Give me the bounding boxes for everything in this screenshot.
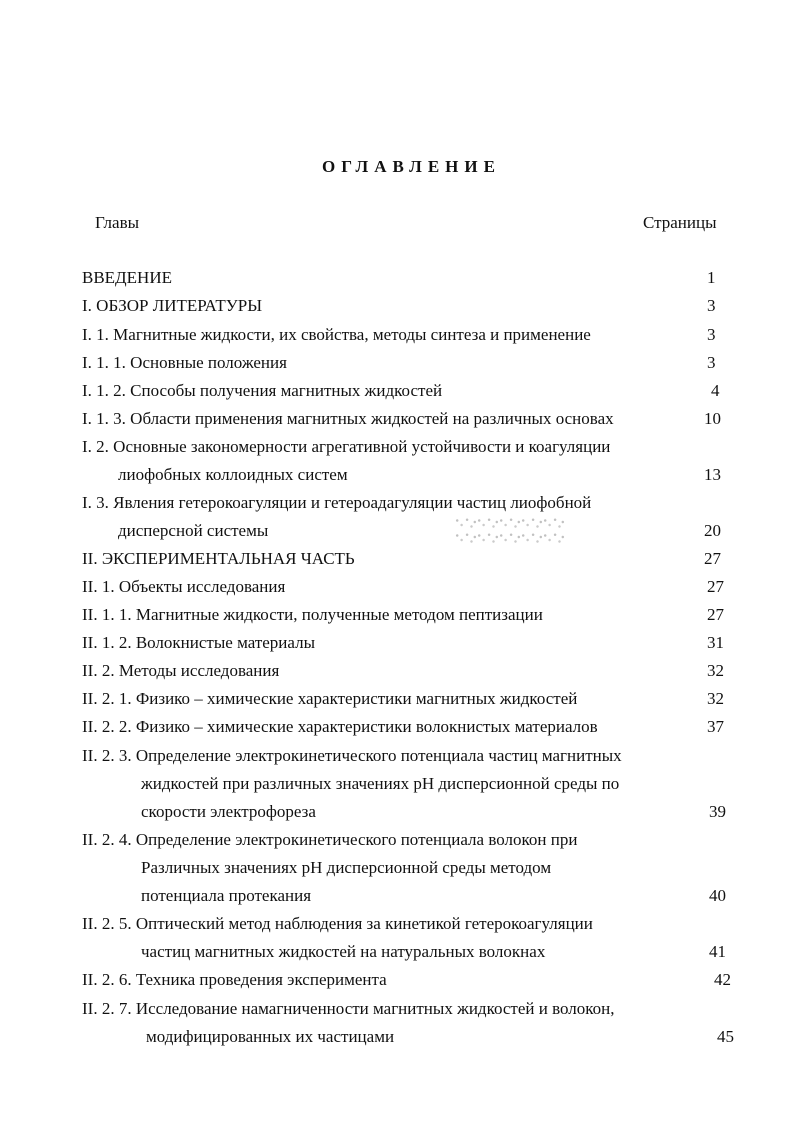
toc-entry-continuation: жидкостей при различных значениях pH дисперсионной среды по <box>141 774 620 793</box>
toc-page-number: 4 <box>711 381 720 400</box>
toc-page-number: 31 <box>707 633 724 652</box>
toc-page-number: 42 <box>714 970 731 989</box>
page-title: ОГЛАВЛЕНИЕ <box>322 157 501 176</box>
toc-entry: I. ОБЗОР ЛИТЕРАТУРЫ <box>82 296 263 315</box>
toc-entry-continuation: потенциала протекания <box>141 886 312 905</box>
toc-entry: ВВЕДЕНИЕ <box>82 268 172 287</box>
toc-entry-continuation: Различных значениях pH дисперсионной среды методом <box>141 858 552 877</box>
toc-page-number: 32 <box>707 661 724 680</box>
toc-page-number: 37 <box>707 717 724 736</box>
toc-page-number: 3 <box>707 296 716 315</box>
pages-header: Страницы <box>643 213 717 232</box>
toc-page-number: 27 <box>704 549 721 568</box>
toc-page-number: 3 <box>707 325 716 344</box>
toc-entry-continuation: модифицированных их частицами <box>146 1027 395 1046</box>
toc-entry-continuation: частиц магнитных жидкостей на натуральных волокнах <box>141 942 546 961</box>
toc-page-number: 3 <box>707 353 716 372</box>
toc-entry-continuation: лиофобных коллоидных систем <box>118 465 348 484</box>
toc-entry: I. 2. Основные закономерности агрегативной устойчивости и коагуляции <box>82 437 611 456</box>
toc-entry: II. 2. 7. Исследование намагниченности магнитных жидкостей и волокон, <box>82 999 615 1018</box>
toc-entry: I. 1. 3. Области применения магнитных жидкостей на различных основах <box>82 409 614 428</box>
toc-entry: II. 1. 2. Волокнистые материалы <box>82 633 315 652</box>
toc-page-number: 27 <box>707 605 724 624</box>
toc-entry: I. 1. Магнитные жидкости, их свойства, методы синтеза и применение <box>82 325 591 344</box>
toc-entry-continuation: скорости электрофореза <box>141 802 316 821</box>
toc-entry: II. 1. Объекты исследования <box>82 577 286 596</box>
toc-page-number: 45 <box>717 1027 734 1046</box>
toc-entry: II. 2. 2. Физико – химические характеристики волокнистых материалов <box>82 717 598 736</box>
toc-entry: I. 1. 1. Основные положения <box>82 353 287 372</box>
toc-entry: II. 1. 1. Магнитные жидкости, полученные методом пептизации <box>82 605 543 624</box>
toc-entry: II. 2. 4. Определение электрокинетического потенциала волокон при <box>82 830 578 849</box>
toc-entry: II. 2. 3. Определение электрокинетического потенциала частиц магнитных <box>82 746 622 765</box>
toc-entry: I. 1. 2. Способы получения магнитных жидкостей <box>82 381 443 400</box>
toc-page-number: 20 <box>704 521 721 540</box>
toc-entry: II. 2. 5. Оптический метод наблюдения за кинетикой гетерокоагуляции <box>82 914 593 933</box>
toc-page-number: 10 <box>704 409 721 428</box>
toc-page-number: 13 <box>704 465 721 484</box>
toc-page-number: 39 <box>709 802 726 821</box>
toc-entry: II. ЭКСПЕРИМЕНТАЛЬНАЯ ЧАСТЬ <box>82 549 355 568</box>
toc-entry: I. 3. Явления гетерокоагуляции и гетероадагуляции частиц лиофобной <box>82 493 592 512</box>
scan-noise <box>455 516 565 546</box>
toc-page-number: 41 <box>709 942 726 961</box>
toc-entry: II. 2. 1. Физико – химические характеристики магнитных жидкостей <box>82 689 578 708</box>
toc-page-number: 40 <box>709 886 726 905</box>
toc-page-number: 1 <box>707 268 716 287</box>
toc-entry: II. 2. 6. Техника проведения эксперимента <box>82 970 387 989</box>
toc-entry: II. 2. Методы исследования <box>82 661 280 680</box>
chapters-header: Главы <box>95 213 140 232</box>
toc-page-number: 32 <box>707 689 724 708</box>
toc-page-number: 27 <box>707 577 724 596</box>
toc-entry-continuation: дисперсной системы <box>118 521 269 540</box>
